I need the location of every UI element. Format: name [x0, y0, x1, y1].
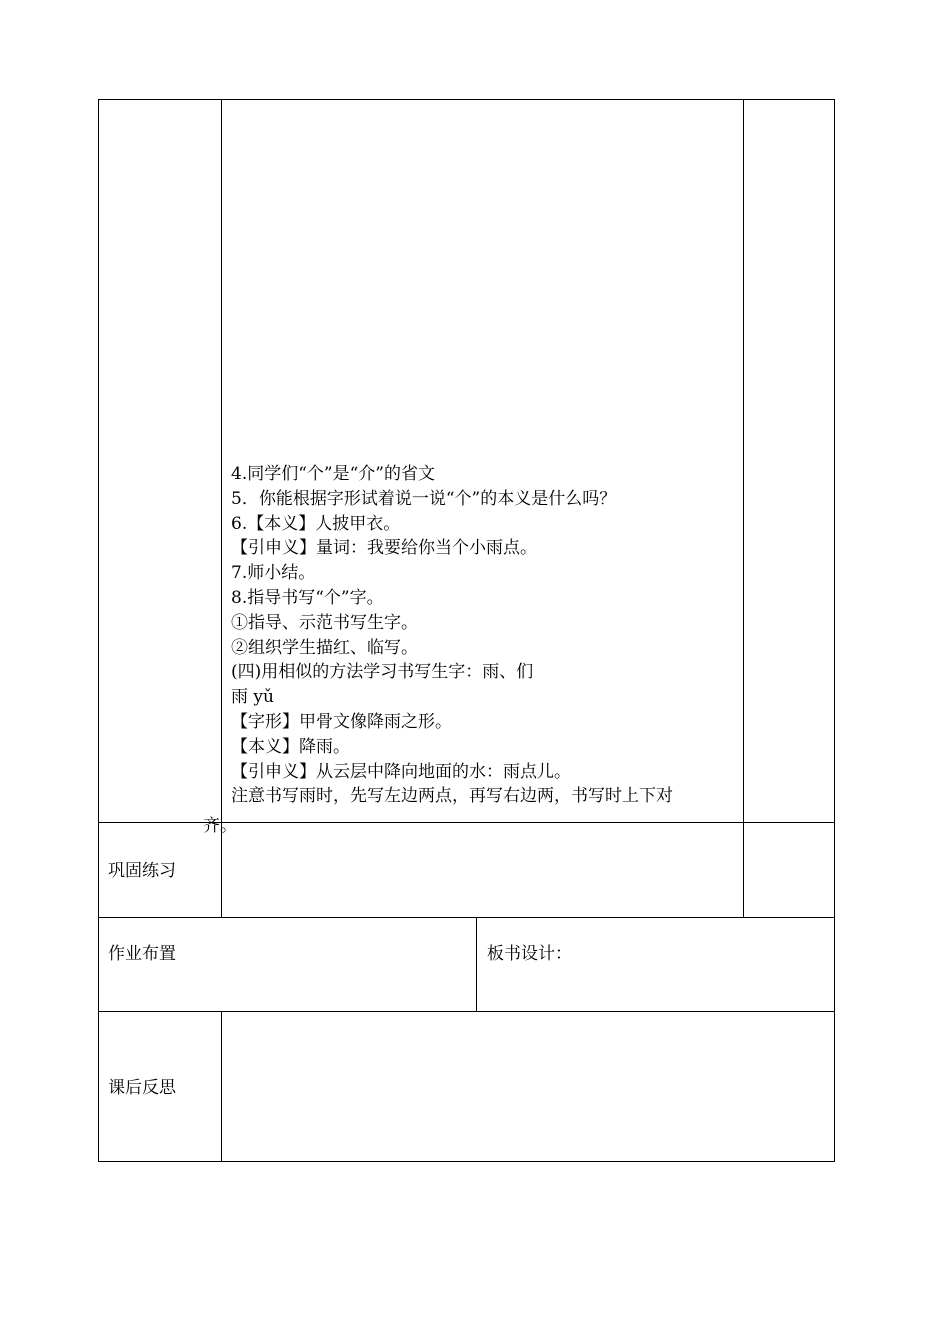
content-line: 注意书写雨时，先写左边两点，再写右边两，书写时上下对 — [231, 786, 673, 807]
row-divider-homework — [98, 917, 835, 918]
content-line: 7.师小结。 — [231, 563, 316, 584]
column-divider-label-lower — [221, 1011, 222, 1162]
lesson-content — [231, 462, 751, 809]
reflection-label: 课后反思 — [108, 1078, 176, 1098]
content-line: 【引申义】量词：我要给你当个小雨点。 — [231, 538, 537, 559]
column-divider-board — [476, 917, 477, 1012]
content-line: 8.指导书写“个”字。 — [231, 587, 384, 608]
homework-label: 作业布置 — [108, 944, 176, 964]
table-border-right — [834, 99, 835, 1162]
content-line: 【本义】降雨。 — [231, 736, 350, 757]
content-line: 【引申义】从云层中降向地面的水：雨点儿。 — [231, 761, 571, 782]
consolidate-practice-label: 巩固练习 — [108, 861, 176, 881]
table-border-bottom — [98, 1161, 835, 1162]
content-line: ①指导、示范书写生字。 — [231, 612, 418, 633]
content-line: 【字形】甲骨文像降雨之形。 — [231, 711, 452, 732]
row-divider-reflection — [98, 1011, 835, 1012]
content-overflow-line: 齐。 — [203, 816, 237, 836]
content-line: 雨 yǔ — [231, 687, 274, 708]
content-line: ②组织学生描红、临写。 — [231, 637, 418, 658]
table-border-left — [98, 99, 99, 1162]
content-line: 6.【本义】人披甲衣。 — [231, 513, 401, 534]
column-divider-label — [221, 99, 222, 918]
content-line: 5．你能根据字形试着说一说“个”的本义是什么吗？ — [231, 488, 617, 509]
board-design-label: 板书设计： — [487, 944, 572, 964]
table-border-top — [98, 99, 835, 100]
content-line: (四)用相似的方法学习书写生字：雨、们 — [231, 662, 534, 683]
content-line: 4.同学们“个”是“介”的省文 — [231, 464, 435, 484]
